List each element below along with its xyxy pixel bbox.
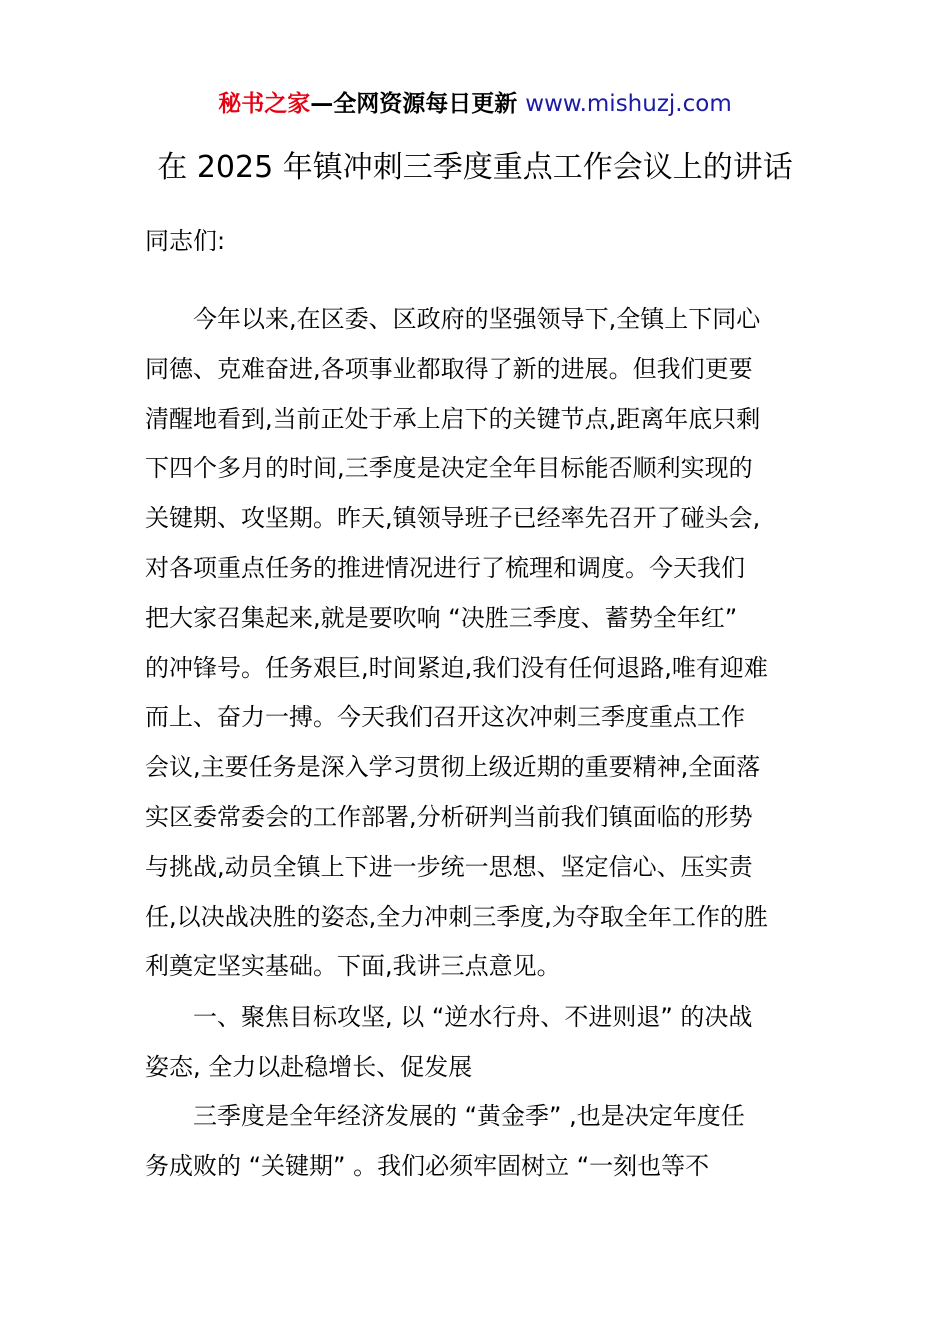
text-line: 务成败的 “关键期” 。我们必须牢固树立 “一刻也等不 bbox=[145, 1151, 710, 1180]
text-line: 的冲锋号。任务艰巨,时间紧迫,我们没有任何退路,唯有迎难 bbox=[145, 653, 768, 682]
section-heading-1 bbox=[145, 993, 810, 1093]
heading-line: 姿态, 全力以赴稳增长、促发展 bbox=[145, 1052, 473, 1081]
text-line: 会议,主要任务是深入学习贯彻上级近期的重要精神,全面落 bbox=[145, 753, 761, 782]
text-line: 下四个多月的时间,三季度是决定全年目标能否顺利实现的 bbox=[145, 454, 753, 483]
text-line: 任,以决战决胜的姿态,全力冲刺三季度,为夺取全年工作的胜 bbox=[145, 902, 768, 931]
text-line: 利奠定坚实基础。下面,我讲三点意见。 bbox=[145, 952, 561, 981]
text-line: 清醒地看到,当前正处于承上启下的关键节点,距离年底只剩 bbox=[145, 404, 761, 433]
text-line: 对各项重点任务的推进情况进行了梳理和调度。今天我们 bbox=[145, 553, 745, 582]
text-line: 与挑战,动员全镇上下进一步统一思想、坚定信心、压实责 bbox=[145, 852, 753, 881]
site-banner bbox=[0, 88, 950, 120]
brand-name: 秘书之家 bbox=[218, 91, 311, 117]
banner-slogan: —全网资源每日更新 bbox=[310, 91, 518, 117]
text-line: 今年以来,在区委、区政府的坚强领导下,全镇上下同心 bbox=[193, 305, 761, 333]
paragraph-intro bbox=[145, 295, 810, 992]
text-line: 实区委常委会的工作部署,分析研判当前我们镇面临的形势 bbox=[145, 802, 753, 831]
text-line: 关键期、攻坚期。昨天,镇领导班子已经率先召开了碰头会, bbox=[145, 504, 761, 533]
text-line: 同德、克难奋进,各项事业都取得了新的进展。但我们更要 bbox=[145, 354, 753, 383]
paragraph-section-1 bbox=[145, 1092, 810, 1192]
text-line: 三季度是全年经济发展的 “黄金季” ,也是决定年度任 bbox=[193, 1102, 745, 1130]
salutation: 同志们: bbox=[145, 227, 226, 255]
site-url[interactable]: www.mishuzj.com bbox=[525, 91, 732, 117]
heading-line: 一、聚焦目标攻坚, 以 “逆水行舟、不进则退” 的决战 bbox=[193, 1003, 753, 1031]
text-line: 而上、奋力一搏。今天我们召开这次冲刺三季度重点工作 bbox=[145, 703, 745, 732]
document-title: 在 2025 年镇冲刺三季度重点工作会议上的讲话 bbox=[157, 150, 793, 185]
text-line: 把大家召集起来,就是要吹响 “决胜三季度、蓄势全年红” bbox=[145, 603, 738, 632]
